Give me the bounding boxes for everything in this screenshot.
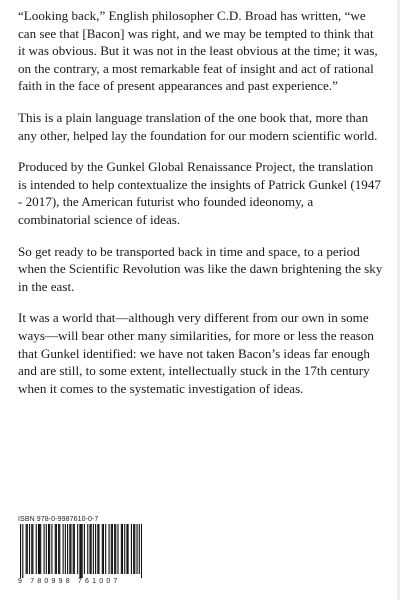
barcode-bars bbox=[18, 524, 142, 578]
barcode-bar bbox=[29, 524, 30, 574]
barcode-bar bbox=[131, 524, 132, 574]
barcode-bar bbox=[95, 524, 96, 574]
barcode-bar bbox=[87, 524, 88, 574]
production-paragraph: Produced by the Gunkel Global Renaissance Project, the translation is intended to help contextualize the insights of Patrick Gunkel (1947 - 2017), the American futurist who founded ideonomy, a combinatorial science of ideas. bbox=[18, 159, 381, 227]
barcode-bar bbox=[79, 524, 80, 578]
barcode-bar bbox=[122, 524, 123, 574]
barcode-bar bbox=[44, 524, 45, 574]
barcode-bar bbox=[22, 524, 23, 578]
barcode-bar bbox=[84, 524, 85, 574]
barcode-bar bbox=[65, 524, 66, 574]
barcode-bar bbox=[133, 524, 134, 574]
isbn-label: ISBN 978-0-9987610-0-7 bbox=[18, 516, 99, 523]
closing-paragraph: It was a world that—although very different from our own in some ways—will bear other many similarities, for more or less the reason that Gunkel identified: we have not taken Bacon’s ideas far enough and are still, to some extent, intellectually stuck in the 17th century when it comes to the systematic investigation of ideas. bbox=[18, 310, 374, 396]
quote-paragraph: “Looking back,” English philosopher C.D. Broad has written, “we can see that [Bacon] was right, and we may be tempted to think that it was obvious. But it was not in the least obvious at the time; it was, on the contrary, a most remarkable feat of insight and act of rational faith in the face of present appearances and past experience.” bbox=[18, 8, 378, 94]
back-cover-text bbox=[18, 7, 384, 411]
barcode-bar bbox=[126, 524, 127, 574]
barcode-bar bbox=[124, 524, 125, 574]
barcode-bar bbox=[98, 524, 99, 574]
barcode-bar bbox=[89, 524, 90, 574]
barcode-bar bbox=[59, 524, 60, 574]
barcode-bar bbox=[112, 524, 113, 574]
barcode-bar bbox=[139, 524, 140, 574]
barcode-bar bbox=[121, 524, 122, 574]
barcode-bar bbox=[108, 524, 109, 574]
barcode-bar bbox=[114, 524, 115, 574]
barcode-bar bbox=[32, 524, 33, 574]
barcode-bar bbox=[93, 524, 94, 574]
barcode-bar bbox=[73, 524, 74, 574]
barcode-bar bbox=[77, 524, 78, 574]
barcode-bar bbox=[27, 524, 28, 574]
barcode-bar bbox=[51, 524, 52, 574]
barcode-bar bbox=[80, 524, 81, 578]
barcode-bar bbox=[40, 524, 41, 574]
barcode-bar bbox=[111, 524, 112, 574]
barcode-bar bbox=[102, 524, 103, 574]
barcode-bar bbox=[56, 524, 57, 574]
barcode-bar bbox=[105, 524, 106, 574]
barcode-bar bbox=[39, 524, 40, 574]
barcode-bar bbox=[63, 524, 64, 574]
barcode-bar bbox=[117, 524, 118, 574]
barcode-bar bbox=[67, 524, 68, 574]
barcode-bar bbox=[136, 524, 137, 574]
barcode-bar bbox=[38, 524, 39, 574]
barcode-bar bbox=[141, 524, 142, 578]
barcode-bar bbox=[55, 524, 56, 574]
barcode-bar bbox=[20, 524, 21, 578]
barcode-bar bbox=[91, 524, 92, 574]
barcode-bar bbox=[97, 524, 98, 574]
description-paragraph: This is a plain language translation of the one book that, more than any other, helped lay the foundation for our modern scientific world. bbox=[18, 109, 378, 143]
barcode-bar bbox=[134, 524, 135, 574]
barcode-bar bbox=[58, 524, 59, 574]
barcode-bar bbox=[26, 524, 27, 574]
barcode-bar bbox=[103, 524, 104, 574]
barcode-bar bbox=[69, 524, 70, 574]
barcode bbox=[18, 524, 142, 580]
barcode-bar bbox=[74, 524, 75, 574]
barcode-bar bbox=[82, 524, 83, 578]
invitation-paragraph: So get ready to be transported back in time and space, to a period when the Scientific Revolution was like the dawn brightening the sky in the east. bbox=[18, 243, 383, 294]
barcode-bar bbox=[48, 524, 49, 574]
barcode-bar bbox=[46, 524, 47, 574]
barcode-bar bbox=[115, 524, 116, 574]
barcode-digits: 9 780998 761007 bbox=[18, 578, 121, 585]
barcode-bar bbox=[31, 524, 32, 574]
barcode-bar bbox=[36, 524, 37, 574]
barcode-bar bbox=[70, 524, 71, 574]
barcode-bar bbox=[49, 524, 50, 574]
barcode-bar bbox=[128, 524, 129, 574]
